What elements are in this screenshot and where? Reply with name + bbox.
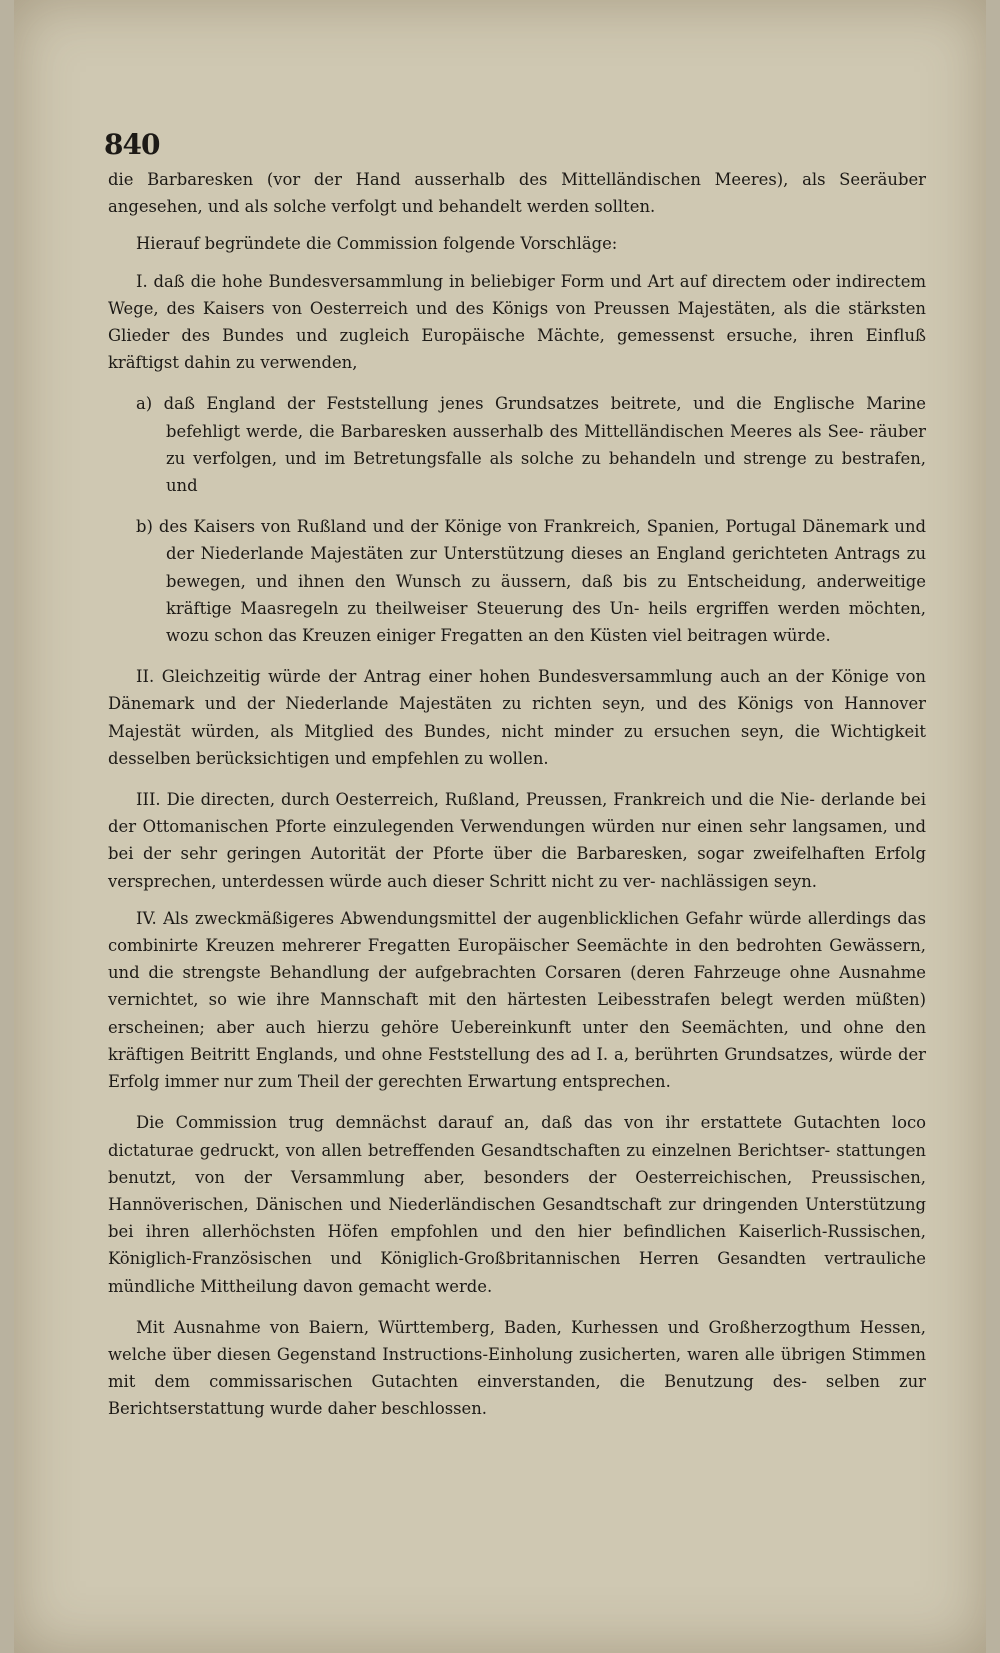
page-number: 840 — [104, 128, 160, 161]
book-page — [14, 0, 986, 1653]
page-text — [104, 128, 926, 1423]
paragraph-proposal-2: II. Gleichzeitig würde der Antrag einer hohen Bundesversammlung auch an der Könige von Dänemark und der Niederlande Majestäten zu richten seyn, und des Königs von Hannover Majestät würden, als Mitglied des Bundes, nicht minder zu ersuchen seyn, die Wichtigkeit desselben berücksichtigen und empfehlen zu wollen. — [108, 667, 926, 768]
paragraph-vote-result: Mit Ausnahme von Baiern, Württemberg, Baden, Kurhessen und Großherzogthum Hessen, welche über diesen Gegenstand Instructions-Einholung zusicherten, waren alle übrigen Stimmen mit dem commissarischen Gutachten einverstanden, die Benutzung des- selben zur Berichtserstattung wurde daher beschlossen. — [108, 1317, 926, 1419]
paragraph-proposal-1: I. daß die hohe Bundesversammlung in beliebiger Form und Art auf directem oder indirectem Wege, des Kaisers von Oesterreich und des Königs von Preussen Majestäten, als die stärksten Glieder des Bundes und zugleich Europäische Mächte, gemessenst ersuche, ihren Einfluß kräftigst dahin zu verwenden, — [108, 271, 926, 373]
paragraph-proposal-4: IV. Als zweckmäßigeres Abwendungsmittel der augenblicklichen Gefahr würde allerdings das combinirte Kreuzen mehrerer Fregatten Europäischer Seemächte in den bedrohten Gewässern, und die strengste Behandlung der aufgebrachten Corsaren (deren Fahrzeuge ohne Ausnahme vernichtet, so wie ihre Mannschaft mit den härtesten Leibesstrafen belegt werden müßten) erscheinen; aber auch hierzu gehöre Uebereinkunft unter den Seemächten, und ohne den kräftigen Beitritt Englands, und ohne Feststellung des ad I. a, berührten Grundsatzes, würde der Erfolg immer nur zum Theil der gerechten Erwartung entsprechen. — [108, 908, 926, 1092]
paragraph-intro-proposals: Hierauf begründete die Commission folgende Vorschläge: — [136, 234, 618, 254]
paragraph-continuation: die Barbaresken (vor der Hand ausserhalb des Mittelländischen Meeres), als Seeräuber angesehen, und als solche verfolgt und behandelt werden sollten. — [108, 170, 926, 217]
paragraph-commission-motion: Die Commission trug demnächst darauf an, daß das von ihr erstattete Gutachten loco dictaturae gedruckt, von allen betreffenden Gesandtschaften zu einzelnen Berichtser- stattungen benutzt, von der Versammlung aber, besonders der Oesterreichischen, Preussischen, Hannöverischen, Dänischen und Niederländischen Gesandtschaft zur dringenden Unterstützung bei ihren allerhöchsten Höfen empfohlen und den hier befindlichen Kaiserlich-Russischen, Königlich-Französischen und Königlich-Großbritannischen Herren Gesandten vertrauliche mündliche Mittheilung davon gemacht werde. — [108, 1113, 926, 1296]
paragraph-proposal-3: III. Die directen, durch Oesterreich, Rußland, Preussen, Frankreich und die Nie- derlande bei der Ottomanischen Pforte einzulegenden Verwendungen würden nur einen sehr langsamen, und bei der sehr geringen Autorität der Pforte über die Barbaresken, sogar zweifelhaften Erfolg versprechen, unterdessen würde auch dieser Schritt nicht zu ver- nachlässigen seyn. — [108, 790, 926, 891]
paragraph-proposal-1a: a) daß England der Feststellung jenes Grundsatzes beitrete, und die Englische Marine befehligt werde, die Barbaresken ausserhalb des Mittelländischen Meeres als See- räuber zu verfolgen, und im Betretungsfalle als solche zu behandeln und strenge zu bestrafen, und — [136, 394, 926, 496]
paragraph-proposal-1b: b) des Kaisers von Rußland und der Könige von Frankreich, Spanien, Portugal Dänemark und der Niederlande Majestäten zur Unterstützung dieses an England gerichteten Antrags zu bewegen, und ihnen den Wunsch zu äussern, daß bis zu Entscheidung, anderweitige kräftige Maasregeln zu theilweiser Steuerung des Un- heils ergriffen werden möchten, wozu schon das Kreuzen einiger Fregatten an den Küsten viel beitragen würde. — [136, 517, 926, 646]
